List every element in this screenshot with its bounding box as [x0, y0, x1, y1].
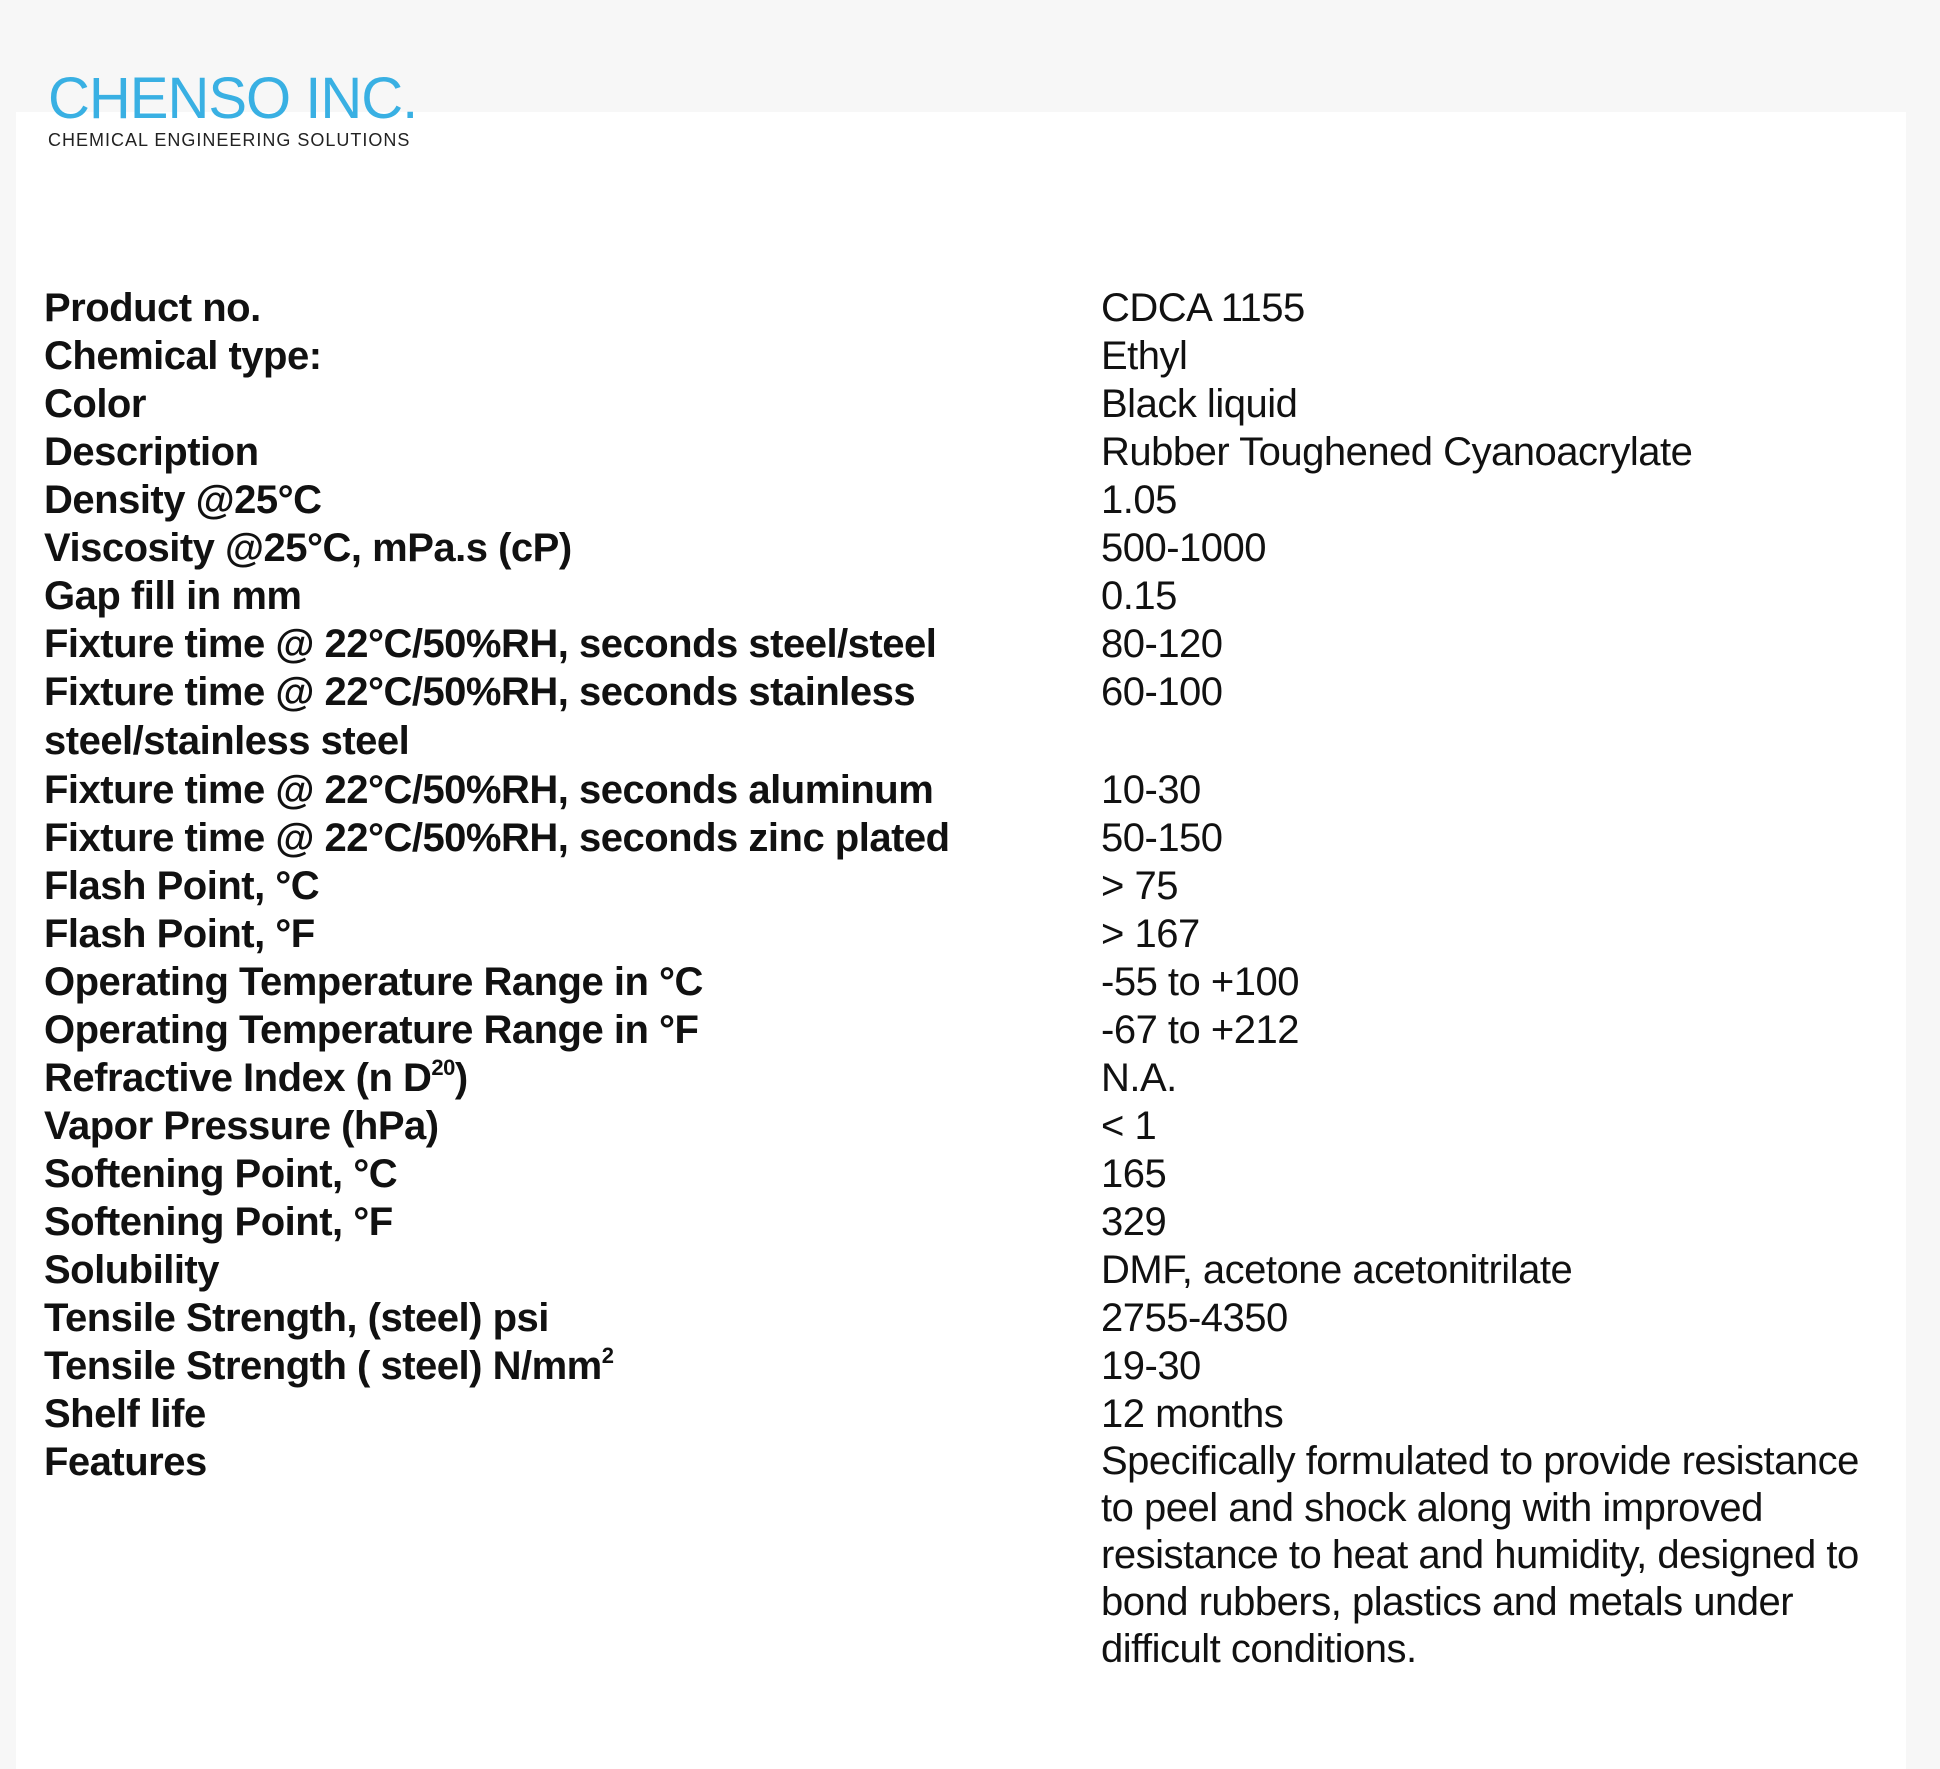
- spec-label: Chemical type:: [44, 334, 322, 378]
- spec-value: CDCA 1155: [1101, 286, 1305, 330]
- spec-value: 500-1000: [1101, 526, 1267, 570]
- spec-row-vapor-pressure: [44, 1102, 1874, 1150]
- spec-row-operating-temp-f: [44, 1006, 1874, 1054]
- spec-row-softening-point-c: [44, 1150, 1874, 1198]
- spec-row-refractive-index: [44, 1054, 1874, 1102]
- spec-label: Fixture time @ 22°C/50%RH, seconds steel/steel: [44, 622, 937, 666]
- spec-value: DMF, acetone acetonitrilate: [1101, 1248, 1573, 1292]
- spec-label: Viscosity @25°C, mPa.s (cP): [44, 526, 572, 570]
- spec-label-text: Refractive Index (n D: [44, 1056, 432, 1100]
- spec-value: 1.05: [1101, 478, 1177, 522]
- spec-table: [44, 284, 1874, 1673]
- company-logo: [48, 66, 528, 150]
- spec-value: Black liquid: [1101, 382, 1298, 426]
- spec-value: 165: [1101, 1152, 1167, 1196]
- spec-value: 10-30: [1101, 768, 1201, 812]
- spec-label: Softening Point, °C: [44, 1152, 398, 1196]
- spec-label: Solubility: [44, 1248, 219, 1292]
- spec-value: 50-150: [1101, 816, 1223, 860]
- spec-label: Density @25°C: [44, 478, 322, 522]
- spec-value: 60-100: [1101, 670, 1223, 714]
- spec-row-chemical-type: [44, 332, 1874, 380]
- spec-value: > 75: [1101, 864, 1178, 908]
- spec-label: Product no.: [44, 286, 261, 330]
- spec-value: -67 to +212: [1101, 1008, 1299, 1052]
- spec-row-tensile-nmm: [44, 1342, 1874, 1390]
- spec-row-flash-point-c: [44, 862, 1874, 910]
- spec-row-color: [44, 380, 1874, 428]
- spec-row-softening-point-f: [44, 1198, 1874, 1246]
- spec-label: Fixture time @ 22°C/50%RH, seconds stainless: [44, 670, 916, 714]
- spec-value: Rubber Toughened Cyanoacrylate: [1101, 430, 1693, 474]
- spec-label: Flash Point, °F: [44, 912, 315, 956]
- spec-row-fixture-stainless: [44, 668, 1874, 716]
- spec-value: -55 to +100: [1101, 960, 1299, 1004]
- spec-label: Fixture time @ 22°C/50%RH, seconds zinc plated: [44, 816, 950, 860]
- spec-row-solubility: [44, 1246, 1874, 1294]
- spec-label: Softening Point, °F: [44, 1200, 393, 1244]
- spec-label: Vapor Pressure (hPa): [44, 1104, 439, 1148]
- spec-label: Tensile Strength, (steel) psi: [44, 1296, 549, 1340]
- spec-value: > 167: [1101, 912, 1200, 956]
- spec-value: Specifically formulated to provide resistance to peel and shock along with improved resistance to heat and humidity, designed to bond rubbers, plastics and metals under difficult conditions.: [1101, 1439, 1859, 1671]
- spec-label: Description: [44, 430, 259, 474]
- spec-row-fixture-aluminum: [44, 766, 1874, 814]
- spec-label: Gap fill in mm: [44, 574, 302, 618]
- spec-value: 19-30: [1101, 1344, 1201, 1388]
- spec-value: 329: [1101, 1200, 1167, 1244]
- spec-label: Shelf life: [44, 1392, 206, 1436]
- spec-label: Fixture time @ 22°C/50%RH, seconds aluminum: [44, 768, 934, 812]
- spec-value: 12 months: [1101, 1392, 1284, 1436]
- spec-value: 0.15: [1101, 574, 1177, 618]
- spec-row-density: [44, 476, 1874, 524]
- spec-label: Color: [44, 382, 146, 426]
- spec-label: [44, 1054, 1101, 1102]
- logo-tagline: CHEMICAL ENGINEERING SOLUTIONS: [48, 130, 411, 150]
- spec-row-viscosity: [44, 524, 1874, 572]
- spec-value: < 1: [1101, 1104, 1157, 1148]
- spec-label: Flash Point, °C: [44, 864, 320, 908]
- spec-row-shelf-life: [44, 1390, 1874, 1438]
- spec-row-gap-fill: [44, 572, 1874, 620]
- logo-name: CHENSO INC.: [48, 66, 418, 131]
- spec-label: [44, 1342, 1101, 1390]
- spec-value: 2755-4350: [1101, 1296, 1288, 1340]
- spec-row-fixture-zinc: [44, 814, 1874, 862]
- spec-row-features: [44, 1438, 1874, 1673]
- spec-row-fixture-steel: [44, 620, 1874, 668]
- spec-label: Operating Temperature Range in °C: [44, 960, 703, 1004]
- spec-label: Features: [44, 1440, 207, 1484]
- spec-row-product-no: [44, 284, 1874, 332]
- spec-value: Ethyl: [1101, 334, 1188, 378]
- spec-label: Operating Temperature Range in °F: [44, 1008, 699, 1052]
- spec-value: N.A.: [1101, 1056, 1177, 1100]
- spec-label-end: ): [454, 1056, 468, 1100]
- spec-label-superscript: 2: [601, 1343, 614, 1368]
- spec-row-flash-point-f: [44, 910, 1874, 958]
- spec-row-tensile-psi: [44, 1294, 1874, 1342]
- spec-row-description: [44, 428, 1874, 476]
- spec-row-operating-temp-c: [44, 958, 1874, 1006]
- spec-label-continuation: steel/stainless steel: [44, 719, 410, 763]
- spec-label-superscript: 20: [431, 1055, 455, 1080]
- spec-value: 80-120: [1101, 622, 1223, 666]
- spec-label-text: Tensile Strength ( steel) N/mm: [44, 1344, 602, 1388]
